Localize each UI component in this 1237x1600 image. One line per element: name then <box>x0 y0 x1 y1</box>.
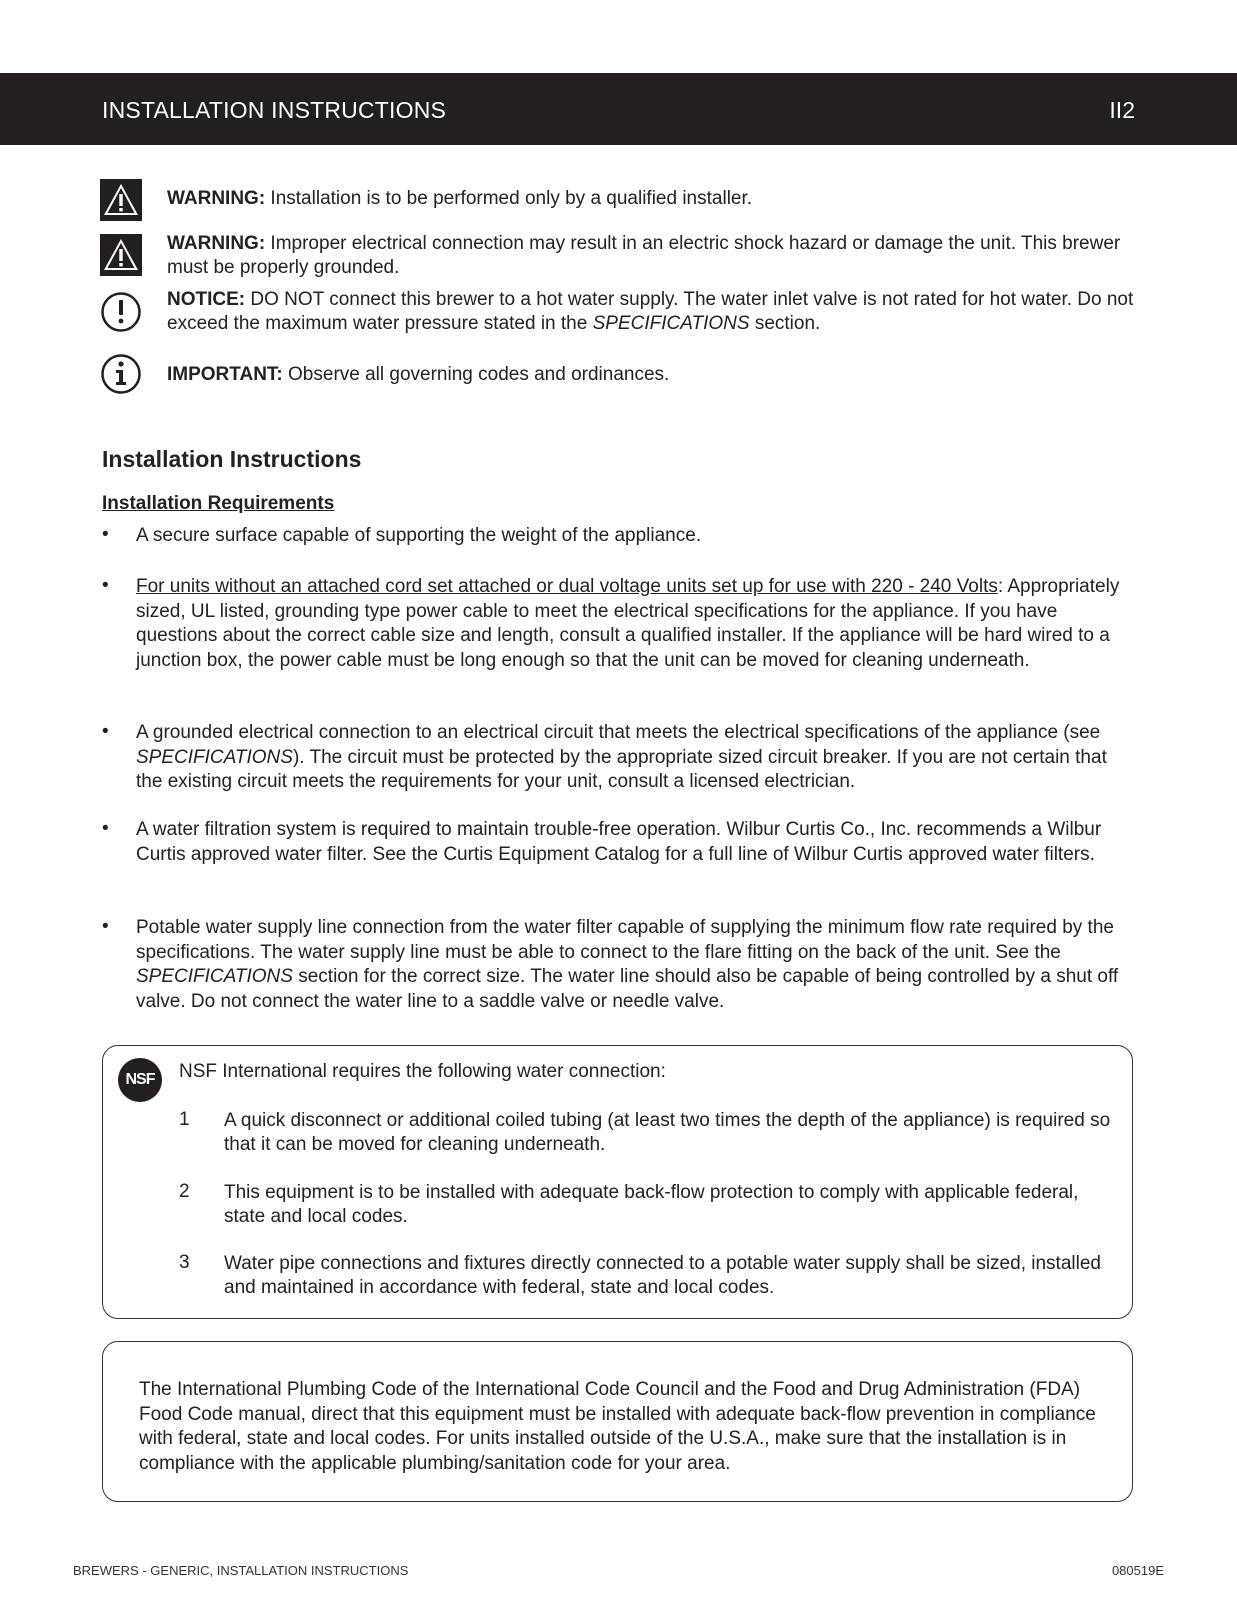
nsf-item-text: This equipment is to be installed with adequate back-flow protection to comply with applicable federal, state and local codes. <box>224 1182 1079 1227</box>
warning-triangle-icon <box>100 234 142 276</box>
requirement-body-end: section for the correct size. The water line should also be capable of being controlled by a shut off valve. Do not connect the water line to a saddle valve or needle valve. <box>136 966 1119 1012</box>
footer-document-title: BREWERS - GENERIC, INSTALLATION INSTRUCTIONS <box>73 1563 409 1578</box>
notice-label: IMPORTANT: <box>167 364 283 385</box>
requirement-body: : Appropriately sized, UL listed, grounding type power cable to meet the electrical specifications for the appliance. If you have questions about the correct cable size and length, consult a qualified installer. If the appliance will be hard wired to a junction box, the power cable must be long enough so that the unit can be moved for cleaning underneath. <box>136 576 1120 671</box>
requirement-body: A grounded electrical connection to an electrical circuit that meets the electrical specifications of the appliance (see <box>136 722 1101 743</box>
page-title: INSTALLATION INSTRUCTIONS <box>102 97 447 123</box>
notice-emphasis: SPECIFICATIONS <box>592 313 750 334</box>
requirement-item: A secure surface capable of supporting the weight of the appliance. <box>136 525 702 546</box>
bullet-marker: • <box>102 575 109 596</box>
bullet-marker: • <box>102 916 109 937</box>
header-bar <box>0 73 1237 145</box>
requirement-underlined: For units without an attached cord set attached or dual voltage units set up for use with 220 - 240 Volts <box>136 576 998 597</box>
notice-body: DO NOT connect this brewer to a hot water supply. The water inlet valve is not rated for hot water. Do not exceed the maximum water pressure stated in the <box>167 289 1134 334</box>
requirement-emphasis: SPECIFICATIONS <box>136 746 293 768</box>
warning-triangle-icon <box>100 179 142 221</box>
bullet-marker: • <box>102 818 109 839</box>
info-circle-icon <box>100 353 142 395</box>
nsf-requirements-box <box>102 1045 1133 1319</box>
bullet-marker: • <box>102 721 109 742</box>
requirement-body: Potable water supply line connection from the water filter capable of supplying the minimum flow rate required by the specifications. The water supply line must be able to connect to the flare fitting on the back of the unit. See the <box>136 917 1114 963</box>
requirement-item: A water filtration system is required to maintain trouble-free operation. Wilbur Curtis Co., Inc. recommends a Wilbur Curtis approved water filter. See the Curtis Equipment Catalog for a full line of Wilbur Curtis approved water filters. <box>136 819 1102 865</box>
notice-body-end: section. <box>749 313 821 334</box>
notice-body: Installation is to be performed only by a qualified installer. <box>265 188 753 209</box>
plumbing-code-box <box>102 1341 1133 1502</box>
nsf-item-number: 1 <box>179 1109 190 1130</box>
notice-hot-water <box>167 288 1137 336</box>
notice-label: WARNING: <box>167 233 266 254</box>
requirement-item <box>136 575 1136 673</box>
notice-warning-electrical <box>167 232 1137 280</box>
exclamation-circle-icon <box>100 291 142 333</box>
bullet-marker: • <box>102 524 109 545</box>
requirement-item <box>136 916 1136 1014</box>
notice-important <box>167 363 1137 387</box>
notice-warning-installer <box>167 187 1137 211</box>
nsf-logo-icon: NSF <box>118 1058 162 1102</box>
nsf-item-number: 3 <box>179 1252 190 1273</box>
nsf-item-number: 2 <box>179 1181 190 1202</box>
nsf-item-text: Water pipe connections and fixtures directly connected to a potable water supply shall be sized, installed and maintained in accordance with federal, state and local codes. <box>224 1253 1101 1298</box>
notice-body: Improper electrical connection may result in an electric shock hazard or damage the unit. This brewer must be properly grounded. <box>167 233 1121 278</box>
notice-body: Observe all governing codes and ordinances. <box>282 364 670 385</box>
section-subtitle: Installation Requirements <box>102 493 335 514</box>
notice-label: NOTICE: <box>167 289 246 310</box>
requirement-emphasis: SPECIFICATIONS <box>136 966 293 987</box>
footer-revision-code: 080519E <box>1111 1563 1164 1578</box>
section-title: Installation Instructions <box>102 446 362 472</box>
nsf-item-text: A quick disconnect or additional coiled tubing (at least two times the depth of the appliance) is required so that it can be moved for cleaning underneath. <box>224 1110 1111 1155</box>
requirement-body-end: ). The circuit must be protected by the appropriate sized circuit breaker. If you are not certain that the existing circuit meets the requirements for your unit, consult a licensed electrician. <box>136 746 1107 792</box>
plumbing-code-note: The International Plumbing Code of the International Code Council and the Food and Drug Administration (FDA) Food Code manual, direct that this equipment must be installed with adequate back-flow prevention in compliance with federal, state and local codes. For units installed outside of the U.S.A., make sure that the installation is in compliance with the applicable plumbing/sanitation code for your area. <box>139 1379 1096 1474</box>
notice-label: WARNING: <box>167 188 266 209</box>
requirement-item <box>136 721 1136 795</box>
nsf-intro: NSF International requires the following water connection: <box>179 1061 666 1082</box>
section-code: II2 <box>1109 97 1135 123</box>
